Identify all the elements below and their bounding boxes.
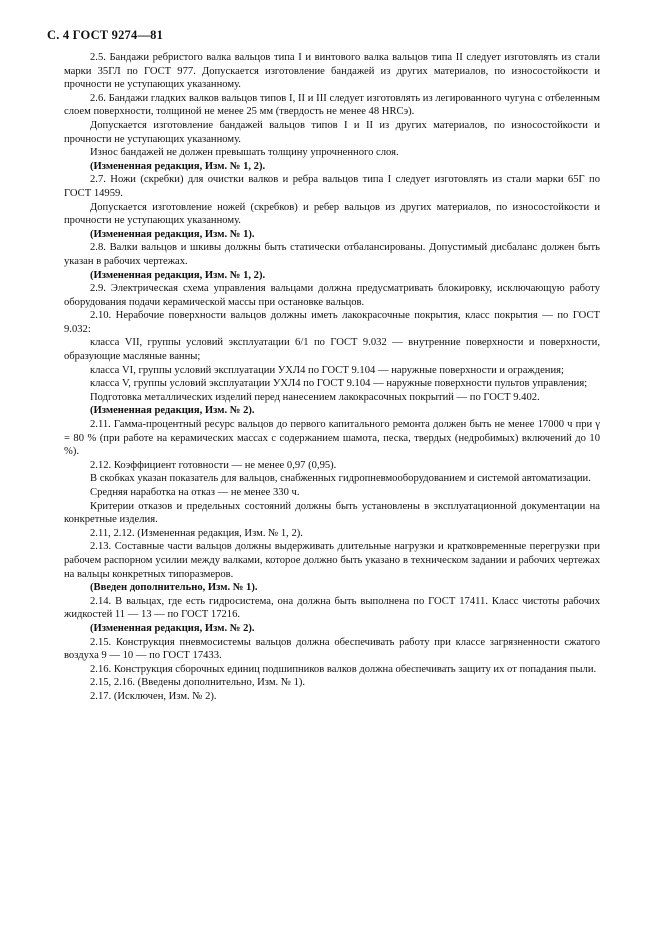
paragraph-2-17: 2.17. (Исключен, Изм. № 2). [90,690,217,702]
amendment-note: (Измененная редакция, Изм. № 1). [90,228,255,240]
page-header: С. 4 ГОСТ 9274—81 [47,28,164,42]
paragraph: В скобках указан показатель для вальцов, снабженных гидропневмооборудованием и системой автоматизации. [90,473,591,485]
amendment-note: 2.15, 2.16. (Введены дополнительно, Изм. № 1). [90,677,306,689]
paragraph-2-15: 2.15. Конструкция пневмосистемы вальцов должна обеспечивать работу при классе загрязненности сжатого воздуха 9 — 10 — по ГОСТ 17433. [64,636,600,662]
paragraph-2-6: 2.6. Бандажи гладких валков вальцов типов I, II и III следует изготовлять из легированного чугуна с отбеленным слоем поверхности, толщиной не менее 25 мм (твердость не менее 48 HRCэ). [64,92,600,118]
paragraph: Допускается изготовление бандажей вальцов типов I и II из других материалов, по износостойкости и прочности не уступающих указанному. [64,119,600,145]
paragraph-2-14: 2.14. В вальцах, где есть гидросистема, она должна быть выполнена по ГОСТ 17411. Класс чистоты рабочих жидкостей 11 — 13 — по ГОСТ 17216. [64,595,600,621]
amendment-note: (Измененная редакция, Изм. № 2). [90,405,255,417]
paragraph-2-5: 2.5. Бандажи ребристого валка вальцов типа I и винтового валка вальцов типа II следует изготовлять из стали марки 35ГЛ по ГОСТ 977. Допускается изготовление бандажей из других материалов, по износостойкости и прочности не уступающих указанному. [64,52,600,91]
paragraph-2-10: 2.10. Нерабочие поверхности вальцов должны иметь лакокрасочные покрытия, класс покрытия — по ГОСТ 9.032: [64,310,600,335]
paragraph: Подготовка металлических изделий перед нанесением лакокрасочных покрытий — по ГОСТ 9.402. [90,391,540,403]
amendment-note: (Измененная редакция, Изм. № 1, 2). [90,160,266,172]
paragraph: класса VII, группы условий эксплуатации 6/1 по ГОСТ 9.032 — внутренние поверхности и поверхности, образующие масляные ванны; [64,337,600,363]
amendment-note: (Измененная редакция, Изм. № 2). [90,622,255,634]
paragraph: Допускается изготовление ножей (скребков) и ребер вальцов из других материалов, по износостойкости и прочности не уступающих указанному. [64,201,600,227]
paragraph-2-12: 2.12. Коэффициент готовности — не менее 0,97 (0,95). [90,459,337,471]
paragraph-2-7: 2.7. Ножи (скребки) для очистки валков и ребра вальцов типа I следует изготовлять из стали марки 65Г по ГОСТ 14959. [64,174,600,199]
amendment-note: (Введен дополнительно, Изм. № 1). [90,582,258,594]
amendment-note: 2.11, 2.12. (Измененная редакция, Изм. № 1, 2). [90,527,303,539]
paragraph-2-8: 2.8. Валки вальцов и шкивы должны быть статически отбалансированы. Допустимый дисбаланс должен быть указан в рабочих чертежах. [64,242,600,267]
paragraph: Критерии отказов и предельных состояний должны быть установлены в эксплуатационной документации на конкретные изделия. [64,500,600,526]
paragraph-2-9: 2.9. Электрическая схема управления вальцами должна предусматривать блокировку, исключающую работу оборудования подачи керамической массы при остановке вальцов. [64,283,600,308]
paragraph: класса V, группы условий эксплуатации УХЛ4 по ГОСТ 9.104 — наружные поверхности пультов управления; [90,378,588,390]
amendment-note: (Измененная редакция, Изм. № 1, 2). [90,269,266,281]
paragraph-2-13: 2.13. Составные части вальцов должны выдерживать длительные нагрузки и кратковременные перегрузки при рабочем распорном усилии между валками, которое должно быть указано в техническом задании и рабочих чертежах на вальцы конкретных типоразмеров. [64,541,600,580]
document-body [64,51,600,704]
paragraph: Средняя наработка на отказ — не менее 330 ч. [90,487,300,498]
paragraph: Износ бандажей не должен превышать толщину упрочненного слоя. [90,147,399,159]
paragraph-2-16: 2.16. Конструкция сборочных единиц подшипников валков должна обеспечивать защиту их от попадания пыли. [90,663,597,675]
paragraph-2-11: 2.11. Гамма-процентный ресурс вальцов до первого капитального ремонта должен быть не менее 17000 ч при γ = 80 % (при работе на керамических массах с содержанием шамота, песка, твердых (недробимых) включений до 10 %). [64,419,600,458]
paragraph: класса VI, группы условий эксплуатации УХЛ4 по ГОСТ 9.104 — наружные поверхности и ограждения; [90,364,564,376]
